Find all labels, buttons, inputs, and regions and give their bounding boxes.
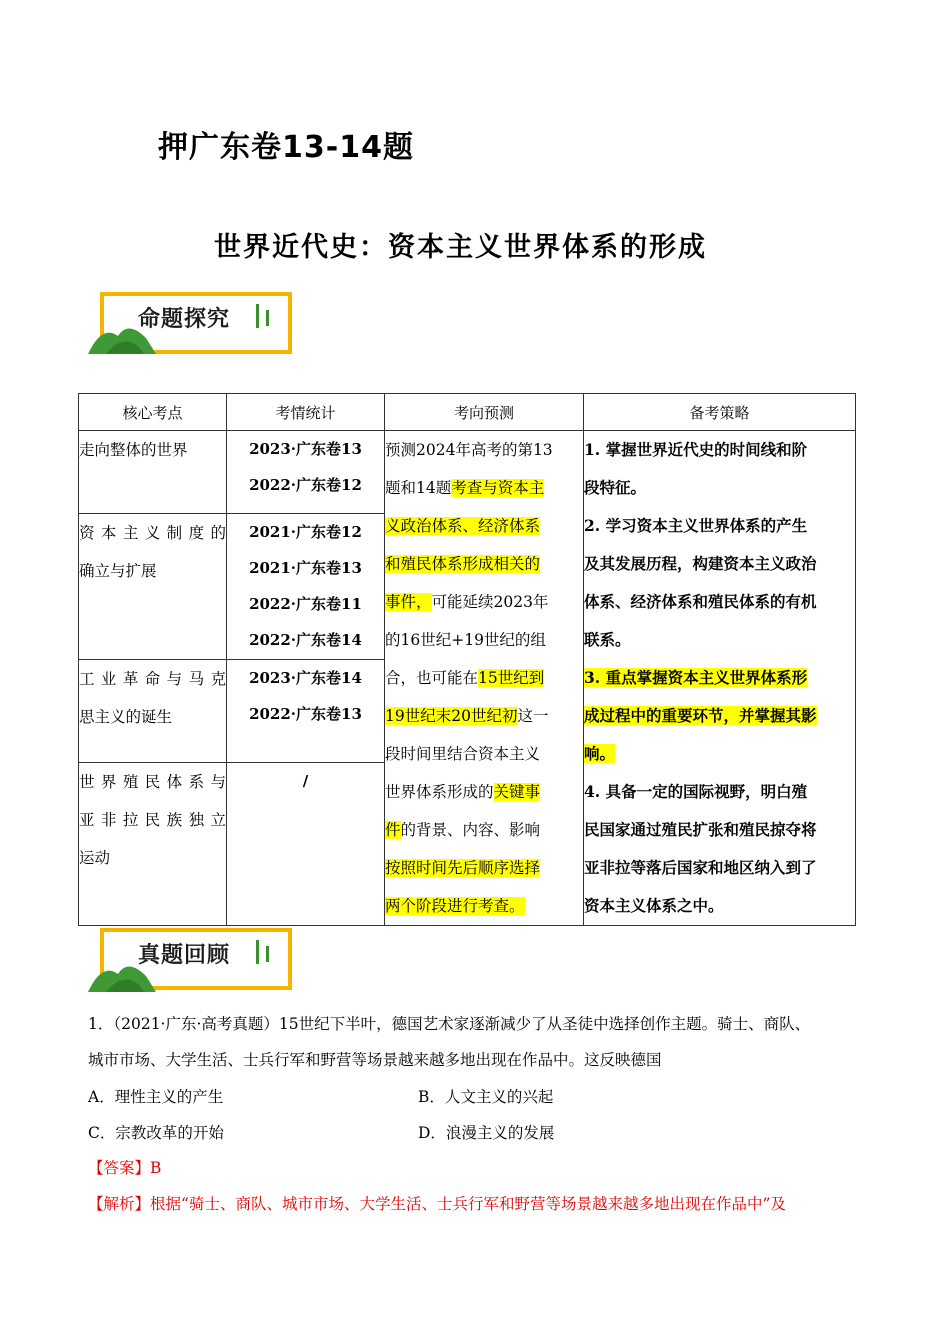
strategy-cell [584,431,856,926]
highlighted-text: 义政治体系、经济体系 [385,517,541,535]
prediction-line [385,887,583,925]
strategy-line [584,621,855,659]
text-span: 预测2024年高考的第13 [385,441,553,459]
highlighted-text: 考查与资本主 [451,479,545,497]
text-span: 2. 学习资本主义世界体系的产生 [584,516,808,535]
header-cell: 考向预测 [385,394,584,431]
stats-cell: 2023·广东卷13 2022·广东卷12 [227,431,385,514]
highlighted-text: 15世纪到 [478,669,545,687]
option-a: A．理性主义的产生 [88,1088,224,1106]
text-span: 的背景、内容、影响 [400,821,541,839]
table-row [79,431,856,514]
exam-analysis-table [78,393,856,926]
text-span: 及其发展历程，构建资本主义政治 [584,554,817,573]
prediction-cell [385,431,584,926]
stats-cell: 2021·广东卷12 2021·广东卷13 2022·广东卷11 2022·广东卷14 [227,513,385,659]
text-span: 资本主义体系之中。 [584,896,724,915]
option-b: B．人文主义的兴起 [418,1088,554,1106]
text-span: 的16世纪+19世纪的组 [385,631,546,649]
text-span: 段时间里结合资本主义 [385,745,541,763]
option-d: D．浪漫主义的发展 [418,1124,555,1142]
topic-cell: 世界殖民体系与 亚非拉民族独立 运动 [79,762,227,925]
option-c: C．宗教改革的开始 [88,1124,224,1142]
answer-tag: 【答案】 [88,1159,151,1177]
text-span: 1. 掌握世界近代史的时间线和阶 [584,440,808,459]
section-label: 真题回顾 [138,943,231,968]
prediction-line [385,697,583,735]
analysis-text: 根据“骑士、商队、城市市场、大学生活、士兵行军和野营等场景越来越多地出现在作品中”及 [150,1195,786,1213]
prediction-line [385,773,583,811]
text-span: 亚非拉等落后国家和地区纳入到了 [584,858,817,877]
prediction-line [385,849,583,887]
text-span: 可能延续2023年 [431,593,549,611]
section-badge-explore [88,290,298,360]
highlighted-text: 19世纪末20世纪初 [385,707,518,725]
text-span: 民国家通过殖民扩张和殖民掠夺将 [584,820,817,839]
page-subtitle: 世界近代史：资本主义世界体系的形成 [214,232,707,263]
text-span: 合，也可能在 [385,669,479,687]
header-cell: 考情统计 [227,394,385,431]
strategy-line [584,811,855,849]
highlighted-text: 和殖民体系形成相关的 [385,555,541,573]
highlighted-text: 两个阶段进行考查。 [385,897,525,915]
header-cell: 备考策略 [584,394,856,431]
highlighted-text: 响。 [584,744,616,763]
topic-cell: 工业革命与马克 思主义的诞生 [79,659,227,762]
highlighted-text: 关键事 [493,783,541,801]
topic-cell: 资本主义制度的 确立与扩展 [79,513,227,659]
text-span: 段特征。 [584,478,647,497]
highlighted-text: 成过程中的重要环节，并掌握其影 [584,706,817,725]
text-span: 这一 [517,707,549,725]
strategy-line [584,849,855,887]
prediction-line [385,811,583,849]
highlighted-text: 事件， [385,593,432,611]
strategy-line [584,773,855,811]
text-span: 世界体系形成的 [385,783,494,801]
strategy-line [584,507,855,545]
prediction-line [385,583,583,621]
answer-line [88,1150,161,1186]
stats-cell: / [227,762,385,925]
strategy-line [584,735,855,773]
strategy-line [584,431,855,469]
header-cell: 核心考点 [79,394,227,431]
stats-cell: 2023·广东卷14 2022·广东卷13 [227,659,385,762]
strategy-line [584,545,855,583]
text-span: 体系、经济体系和殖民体系的有机 [584,592,817,611]
analysis-line [88,1186,786,1222]
highlighted-text: 件 [385,821,401,839]
highlighted-text: 按照时间先后顺序选择 [385,859,541,877]
table-header-row [79,394,856,431]
prediction-line [385,735,583,773]
question-stem: 1．（2021·广东·高考真题）15世纪下半叶，德国艺术家逐渐减少了从圣徒中选择创作主题。骑士、商队、 城市市场、大学生活、士兵行军和野营等场景越来越多地出现在作品中。这反映德国 [88,1015,811,1069]
strategy-line [584,659,855,697]
strategy-line [584,697,855,735]
strategy-line [584,887,855,925]
prediction-line [385,621,583,659]
strategy-line [584,469,855,507]
section-label: 命题探究 [138,307,231,332]
highlighted-text: 3. 重点掌握资本主义世界体系形 [584,668,808,687]
answer-value: B [150,1159,162,1177]
prediction-line [385,507,583,545]
text-span: 4. 具备一定的国际视野，明白殖 [584,782,808,801]
topic-cell: 走向整体的世界 [79,431,227,514]
prediction-line [385,545,583,583]
prediction-line [385,659,583,697]
section-badge-review [88,926,298,996]
prediction-line [385,431,583,469]
text-span: 题和14题 [385,479,452,497]
prediction-line [385,469,583,507]
analysis-tag: 【解析】 [88,1195,151,1213]
strategy-line [584,583,855,621]
text-span: 联系。 [584,630,631,649]
page-title: 押广东卷13-14题 [158,130,414,165]
